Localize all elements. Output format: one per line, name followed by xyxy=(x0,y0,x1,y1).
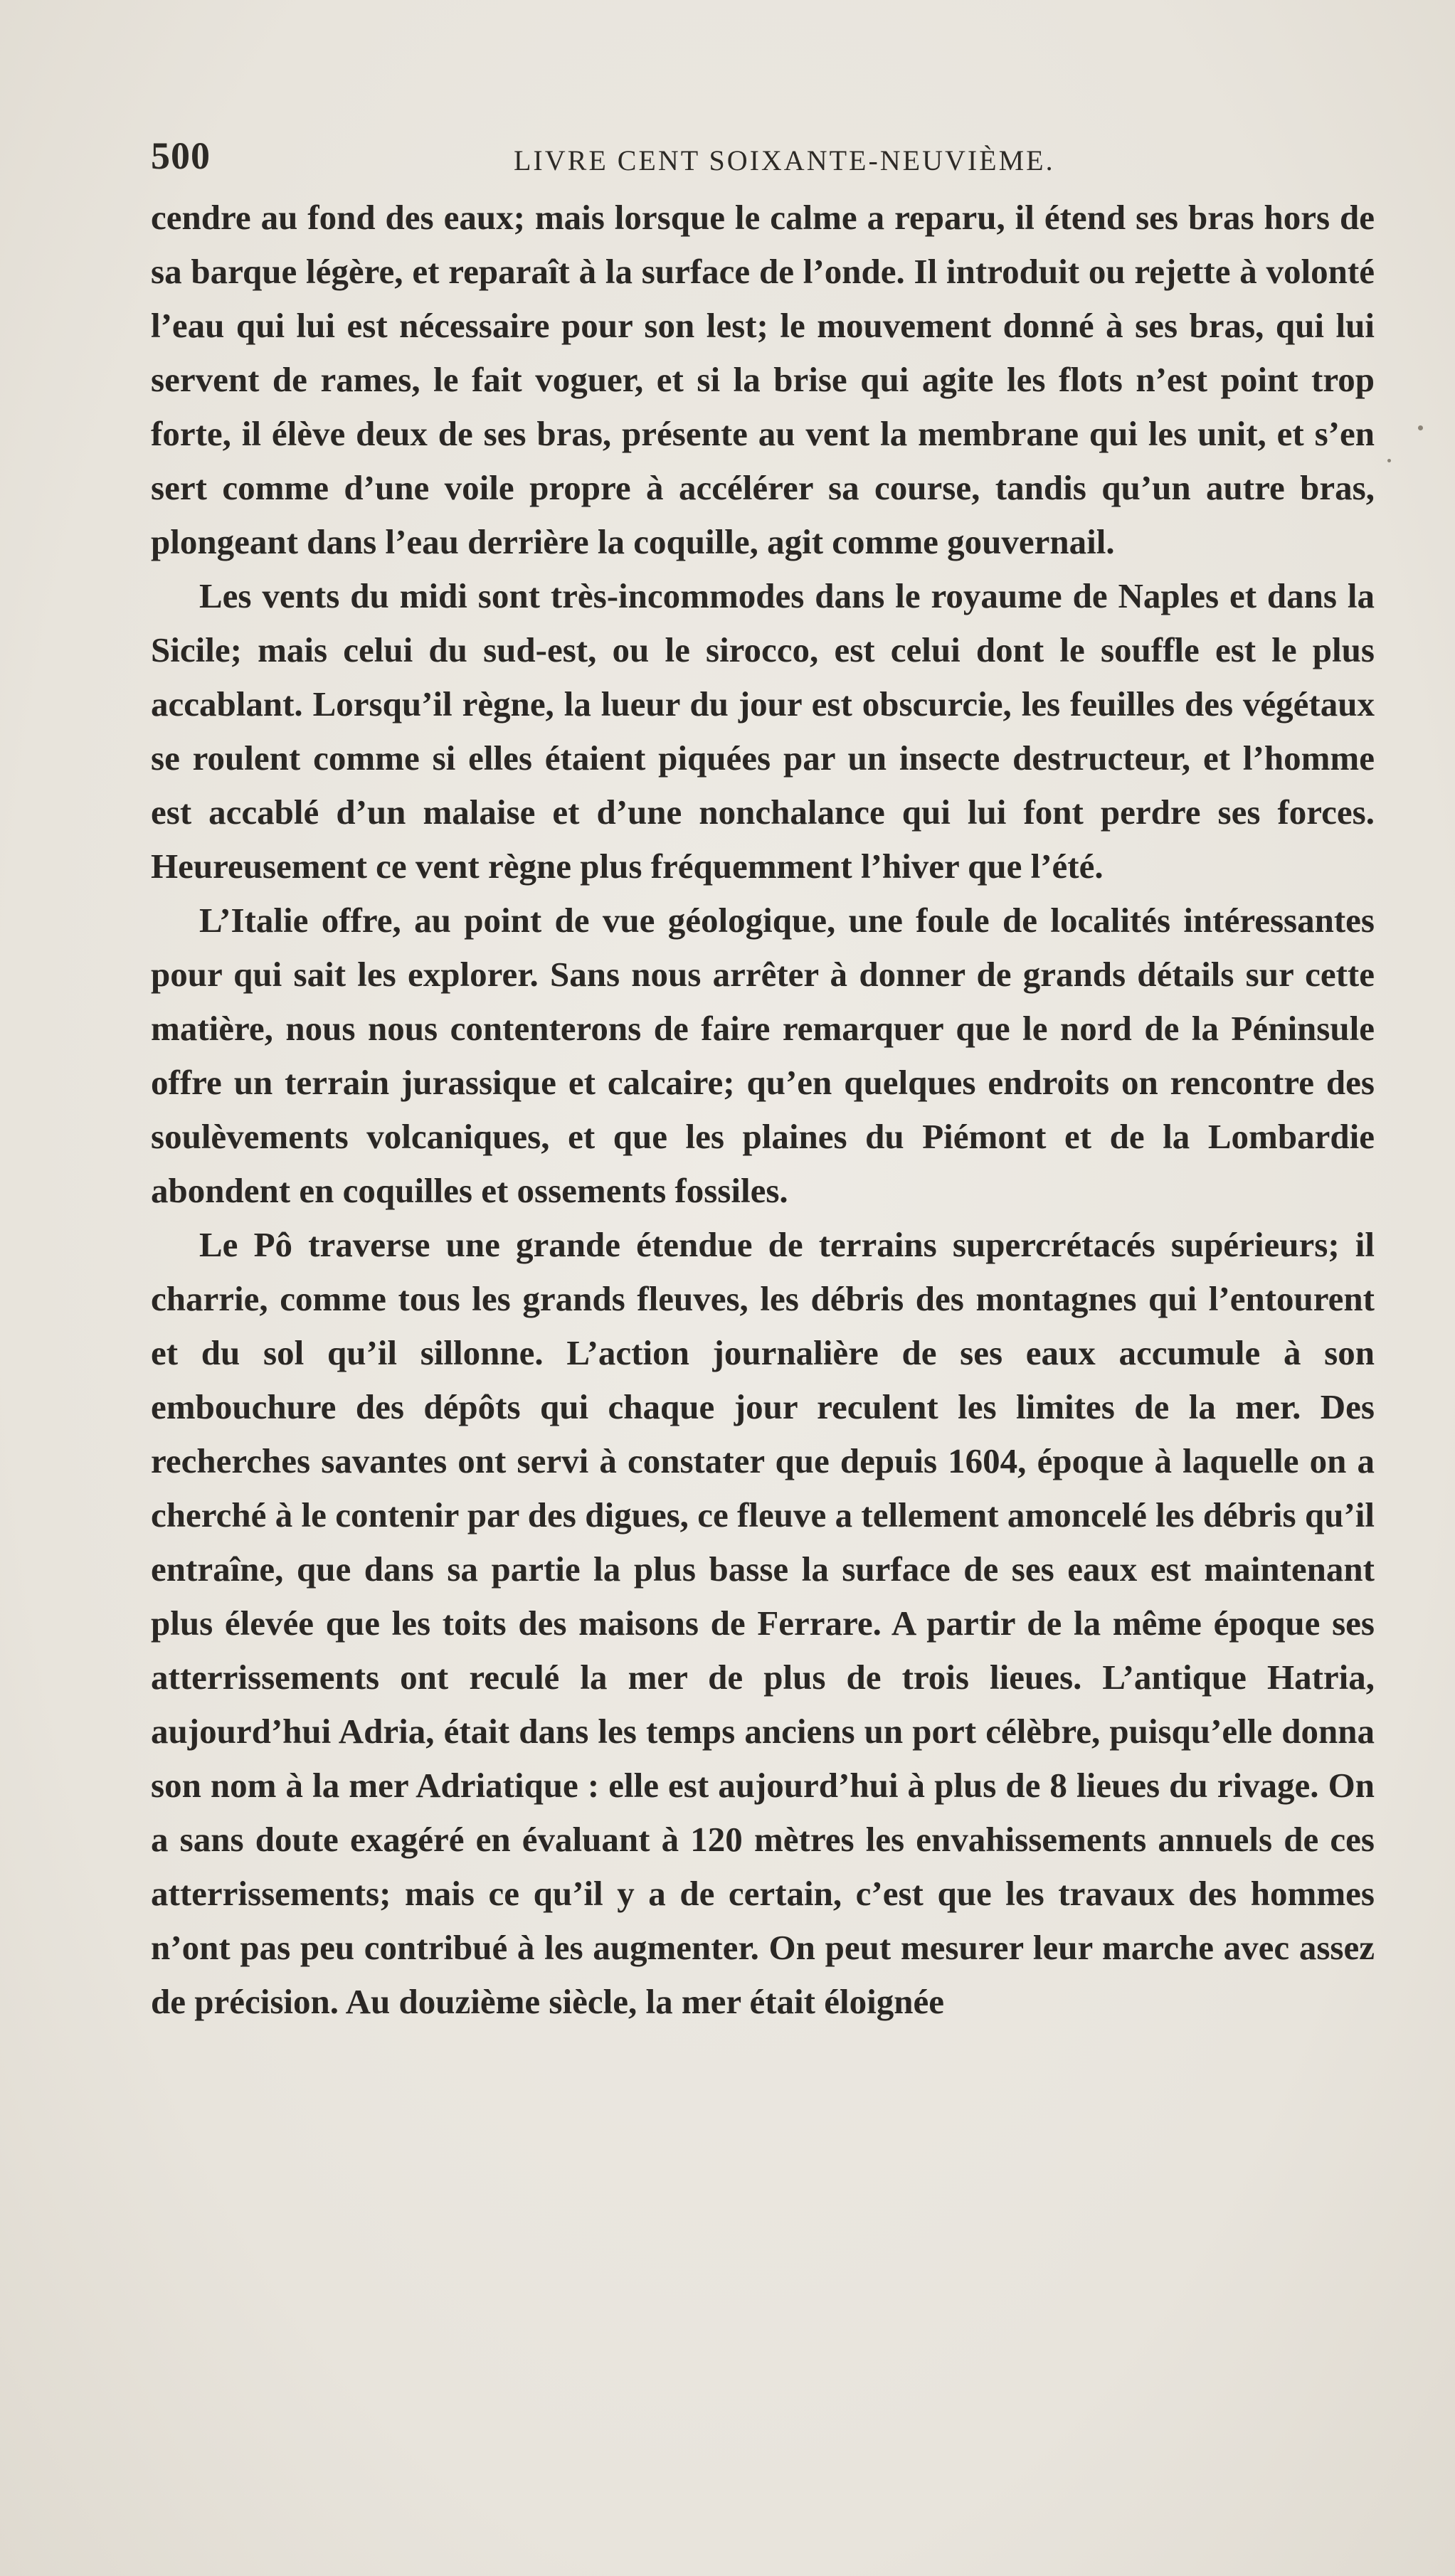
running-head: LIVRE CENT SOIXANTE-NEUVIÈME. xyxy=(514,144,1055,176)
paper-speck xyxy=(1418,425,1423,430)
paper-speck xyxy=(1387,459,1391,462)
paragraph-2: Les vents du midi sont très-incommodes dans le royaume de Naples et dans la Sicile; mais celui du sud-est, ou le sirocco, est celui dont le souffle est le plus accablant. Lorsqu’il règne, la lueur du jour est obscurcie, les feuilles des végétaux se roulent comme si elles étaient piquées par un insecte destructeur, et l’homme est accablé d’un malaise et d’une nonchalance qui lui font perdre ses forces. Heureusement ce vent règne plus fréquemment l’hiver que l’été. xyxy=(151,576,1375,886)
paragraph-1: cendre au fond des eaux; mais lorsque le calme a reparu, il étend ses bras hors de sa barque légère, et reparaît à la surface de l’onde. Il introduit ou rejette à volonté l’eau qui lui est nécessaire pour son lest; le mouvement donné à ses bras, qui lui servent de rames, le fait voguer, et si la brise qui agite les flots n’est point trop forte, il élève deux de ses bras, présente au vent la membrane qui les unit, et s’en sert comme d’une voile propre à accélérer sa course, tandis qu’un autre bras, plongeant dans l’eau derrière la coquille, agit comme gouvernail. xyxy=(151,198,1375,561)
paragraph-3: L’Italie offre, au point de vue géologique, une foule de localités intéressantes pour qui sait les explorer. Sans nous arrêter à donner de grands détails sur cette matière, nous nous contenterons de faire remarquer que le nord de la Péninsule offre un terrain jurassique et calcaire; qu’en quelques endroits on rencontre des soulèvements volcaniques, et que les plaines du Piémont et de la Lombardie abondent en coquilles et ossements fossiles. xyxy=(151,901,1375,1210)
page-header xyxy=(151,134,1375,191)
page-number: 500 xyxy=(151,134,211,177)
body-text xyxy=(151,191,1375,2029)
paragraph-4: Le Pô traverse une grande étendue de terrains supercrétacés supérieurs; il charrie, comme tous les grands fleuves, les débris des montagnes qui l’entourent et du sol qu’il sillonne. L’action journalière de ses eaux accumule à son embouchure des dépôts qui chaque jour reculent les limites de la mer. Des recherches savantes ont servi à constater que depuis 1604, époque à laquelle on a cherché à le contenir par des digues, ce fleuve a tellement amoncelé les débris qu’il entraîne, que dans sa partie la plus basse la surface de ses eaux est maintenant plus élevée que les toits des maisons de Ferrare. A partir de la même époque ses atterrissements ont reculé la mer de plus de trois lieues. L’antique Hatria, aujourd’hui Adria, était dans les temps anciens un port célèbre, puisqu’elle donna son nom à la mer Adriatique : elle est aujourd’hui à plus de 8 lieues du rivage. On a sans doute exagéré en évaluant à 120 mètres les envahissements annuels de ces atterrissements; mais ce qu’il y a de certain, c’est que les travaux des hommes n’ont pas peu contribué à les augmenter. On peut mesurer leur marche avec assez de précision. Au douzième siècle, la mer était éloignée xyxy=(151,1225,1375,2021)
